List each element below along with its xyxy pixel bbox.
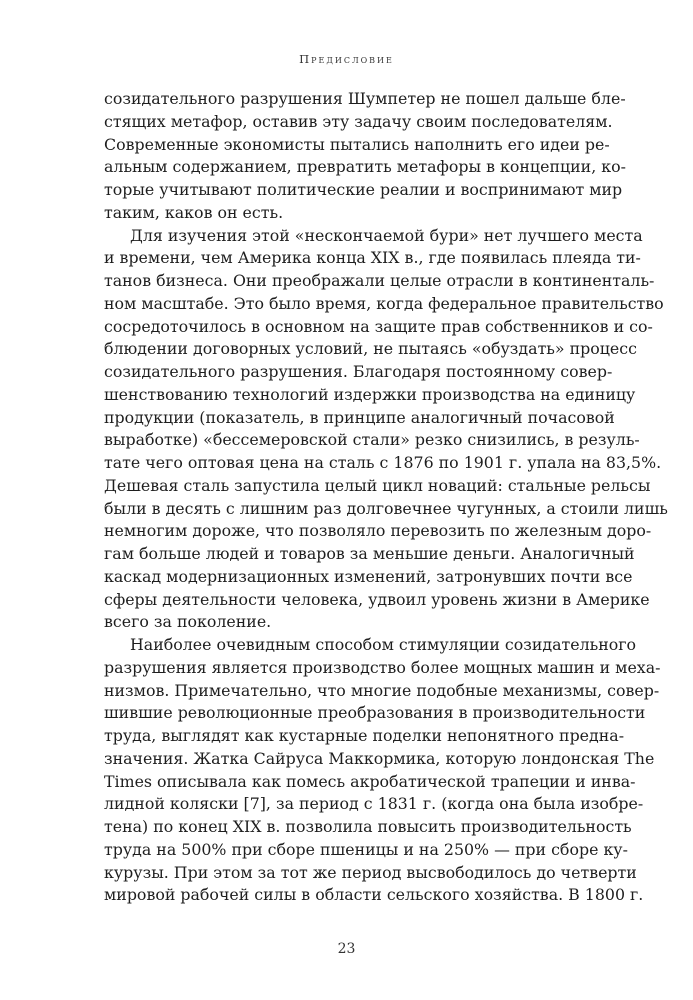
text-line: шенствованию технологий издержки производства на единицу [104, 384, 636, 404]
text-line: были в десять с лишним раз долговечнее чугунных, а стоили лишь [104, 498, 668, 518]
body-text [104, 88, 668, 907]
text-line: созидательного разрушения. Благодаря постоянному совер- [104, 362, 613, 381]
text-line: сферы деятельности человека, удвоил уровень жизни в Америке [104, 589, 650, 609]
text-line: альным содержанием, превратить метафоры в концепции, ко- [104, 157, 626, 177]
page-number: 23 [337, 941, 356, 957]
text-line: блюдении договорных условий, не пытаясь «обуздать» процесс [104, 339, 637, 359]
text-line: Наиболее очевидным способом стимуляции созидательного [130, 635, 637, 654]
text-line: каскад модернизационных изменений, затронувших почти все [104, 566, 633, 586]
text-line: продукции (показатель, в принципе аналогичный почасовой [104, 407, 615, 427]
text-line: гам больше людей и товаров за меньшие деньги. Аналогичный [104, 544, 635, 563]
text-line: торые учитывают политические реалии и воспринимают мир [104, 180, 623, 199]
text-line: тена) по конец XIX в. позволила повысить производительность [104, 817, 632, 836]
text-line: сосредоточилось в основном на защите прав собственников и со- [104, 316, 653, 336]
text-line: ном масштабе. Это было время, когда федеральное правительство [104, 293, 664, 313]
text-line: Дешевая сталь запустила целый цикл новаций: стальные рельсы [104, 475, 651, 495]
text-line: низмов. Примечательно, что многие подобные механизмы, совер- [104, 680, 660, 700]
text-line: труда, выглядят как кустарные поделки непонятного предна- [104, 726, 625, 745]
text-line: всего за поколение. [104, 612, 272, 632]
text-line: выработке) «бессемеровской стали» резко снизились, в резуль- [104, 430, 640, 450]
text-line: Современные экономисты пытались наполнить его идеи ре- [104, 134, 610, 154]
text-line: тате чего оптовая цена на сталь с 1876 по 1901 г. упала на 83,5%. [104, 453, 662, 472]
text-line: значения. Жатка Сайруса Маккормика, которую лондонская The [104, 748, 655, 768]
text-line: таким, каков он есть. [104, 202, 284, 222]
text-line: созидательного разрушения Шумпетер не пошел дальше бле- [104, 89, 626, 108]
paragraph [104, 88, 626, 225]
paragraph [104, 634, 661, 907]
text-line: и времени, чем Америка конца XIX в., где появилась плеяда ти- [104, 248, 641, 268]
text-line: Times описывала как помесь акробатической трапеции и инва- [104, 771, 636, 791]
running-head: Предисловие [299, 52, 394, 66]
text-line: курузы. При этом за тот же период высвободилось до четверти [104, 862, 637, 882]
text-line: шившие революционные преобразования в производительности [104, 703, 646, 723]
text-line: разрушения является производство более мощных машин и меха- [104, 657, 661, 677]
text-line: немногим дороже, что позволяло перевозить по железным доро- [104, 521, 652, 541]
text-line: танов бизнеса. Они преображали целые отрасли в континенталь- [104, 271, 655, 290]
text-line: лидной коляски [7], за период с 1831 г. (когда она была изобре- [104, 794, 644, 814]
text-line: Для изучения этой «нескончаемой бури» нет лучшего места [130, 225, 643, 245]
paragraph [104, 225, 668, 635]
text-line: труда на 500% при сборе пшеницы и на 250% — при сборе ку- [104, 839, 628, 859]
text-line: стящих метафор, оставив эту задачу своим последователям. [104, 111, 613, 131]
text-line: мировой рабочей силы в области сельского хозяйства. В 1800 г. [104, 885, 644, 905]
